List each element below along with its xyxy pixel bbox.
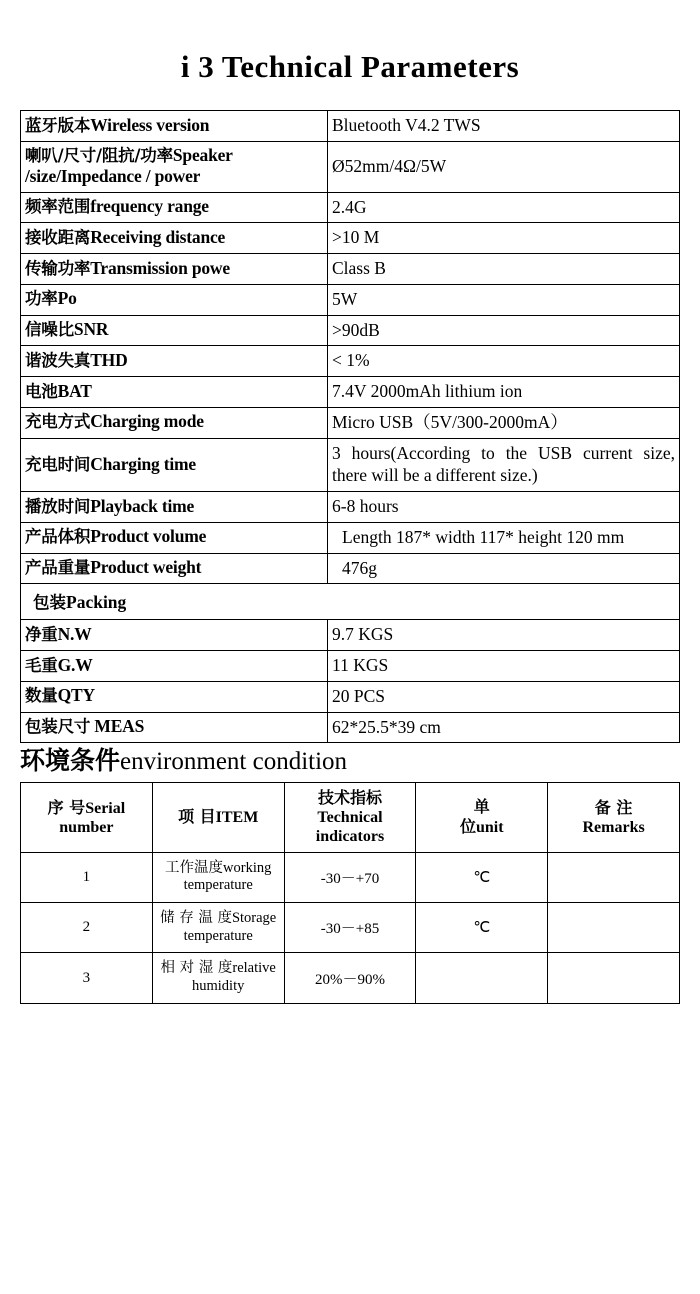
table-row-packing-header xyxy=(21,584,680,620)
table-row xyxy=(21,111,680,142)
cell-unit: ℃ xyxy=(416,902,548,952)
spec-key xyxy=(21,407,328,438)
spec-value: 20 PCS xyxy=(328,681,680,712)
spec-key-zh: 喇叭/尺寸/阻抗/功率 xyxy=(25,145,173,165)
spec-key-zh: 数量 xyxy=(25,686,58,706)
column-header-serial-en2: number xyxy=(59,818,114,836)
spec-key-zh: 电池 xyxy=(25,381,58,401)
spec-key-en: Wireless version xyxy=(90,114,210,135)
cell-unit xyxy=(416,953,548,1003)
column-header-indicators xyxy=(284,783,416,853)
spec-key xyxy=(21,223,328,254)
env-table-wrapper xyxy=(20,782,680,1004)
section-title-en: environment condition xyxy=(120,748,348,776)
spec-key-en2: /size/Impedance / power xyxy=(25,166,201,187)
spec-value: 11 KGS xyxy=(328,651,680,682)
packing-label-en: Packing xyxy=(66,592,127,613)
spec-key-zh: 产品体积 xyxy=(25,527,91,547)
spec-key xyxy=(21,141,328,192)
spec-value: 3 hours(According to the USB current size, there will be a different size.) xyxy=(328,438,680,492)
table-row xyxy=(21,192,680,223)
spec-key-zh: 充电方式 xyxy=(25,412,91,432)
spec-key-en: Product weight xyxy=(90,557,202,578)
column-header-serial-en: Serial xyxy=(85,799,126,817)
page-title: i 3 Technical Parameters xyxy=(180,49,520,84)
column-header-remarks-zh: 备 注 xyxy=(594,797,633,817)
spec-key xyxy=(21,192,328,223)
spec-key-en: G.W xyxy=(57,654,93,675)
spec-key xyxy=(21,111,328,142)
spec-key-zh: 蓝牙版本 xyxy=(25,115,91,135)
cell-remarks xyxy=(548,953,680,1003)
spec-key-zh: 充电时间 xyxy=(25,454,91,474)
spec-key-en: THD xyxy=(90,349,128,370)
spec-key-zh: 毛重 xyxy=(25,655,58,675)
spec-key-en: N.W xyxy=(57,623,92,644)
spec-key-zh: 净重 xyxy=(25,624,58,644)
spec-value: 2.4G xyxy=(328,192,680,223)
spec-key xyxy=(21,712,328,743)
spec-key xyxy=(21,492,328,523)
table-row xyxy=(21,254,680,285)
environment-table xyxy=(20,782,680,1004)
table-row xyxy=(21,681,680,712)
column-header-indicators-en: Technical xyxy=(317,809,383,827)
spec-value: Length 187* width 117* height 120 mm xyxy=(328,522,680,553)
spec-key xyxy=(21,522,328,553)
table-header-row xyxy=(21,783,680,853)
table-row xyxy=(21,522,680,553)
spec-key xyxy=(21,254,328,285)
cell-item-zh: 相 对 湿 度 xyxy=(160,960,233,977)
cell-serial: 1 xyxy=(21,852,153,902)
column-header-serial xyxy=(21,783,153,853)
spec-key-zh: 播放时间 xyxy=(25,496,91,516)
spec-key-en: Product volume xyxy=(90,526,207,547)
table-row xyxy=(21,284,680,315)
cell-item-en: working temperature xyxy=(183,859,272,894)
spec-key xyxy=(21,651,328,682)
spec-key-en: SNR xyxy=(73,319,109,340)
spec-key-zh: 接收距离 xyxy=(25,227,91,247)
table-row xyxy=(21,492,680,523)
spec-key-zh: 频率范围 xyxy=(25,197,91,217)
column-header-indicators-en2: indicators xyxy=(315,828,385,846)
spec-value: 9.7 KGS xyxy=(328,620,680,651)
spec-value: 6-8 hours xyxy=(328,492,680,523)
spec-key-en: Receiving distance xyxy=(90,226,226,247)
spec-value: 5W xyxy=(328,284,680,315)
spec-value: >90dB xyxy=(328,315,680,346)
packing-label-zh: 包装 xyxy=(33,593,66,613)
cell-item-zh: 工作温度 xyxy=(165,859,224,876)
spec-key-en: Transmission powe xyxy=(90,257,230,278)
cell-item-zh: 储 存 温 度 xyxy=(160,909,232,926)
spec-key-en: Playback time xyxy=(90,495,195,516)
spec-key-zh: 包装尺寸 xyxy=(25,717,91,737)
spec-key-zh: 功率 xyxy=(25,289,58,309)
table-row xyxy=(21,953,680,1003)
spec-key-zh: 信噪比 xyxy=(25,320,74,340)
table-row xyxy=(21,852,680,902)
cell-item-en: Storage temperature xyxy=(183,909,277,944)
spec-key xyxy=(21,553,328,584)
spec-value: 7.4V 2000mAh lithium ion xyxy=(328,377,680,408)
cell-item xyxy=(152,953,284,1003)
spec-value: Class B xyxy=(328,254,680,285)
cell-item-en: relative humidity xyxy=(192,960,276,995)
spec-key-en: frequency range xyxy=(90,196,209,217)
section-title xyxy=(20,747,680,777)
column-header-unit-zh: 单 xyxy=(473,797,490,817)
spec-key-en: Charging mode xyxy=(90,411,204,432)
section-title-zh: 环境条件 xyxy=(20,746,121,776)
cell-remarks xyxy=(548,852,680,902)
spec-key xyxy=(21,284,328,315)
table-row xyxy=(21,315,680,346)
table-row xyxy=(21,902,680,952)
spec-key-en: MEAS xyxy=(94,716,145,737)
spec-key-zh: 传输功率 xyxy=(25,258,91,278)
spec-key xyxy=(21,438,328,492)
spec-value: 62*25.5*39 cm xyxy=(328,712,680,743)
table-row xyxy=(21,141,680,192)
column-header-remarks-en: Remarks xyxy=(582,818,645,836)
spec-key-zh: 谐波失真 xyxy=(25,350,91,370)
column-header-serial-zh: 序 号 xyxy=(47,797,86,817)
spec-key-zh: 产品重量 xyxy=(25,558,91,578)
spec-key xyxy=(21,315,328,346)
cell-serial: 3 xyxy=(21,953,153,1003)
cell-remarks xyxy=(548,902,680,952)
spec-value: Ø52mm/4Ω/5W xyxy=(328,141,680,192)
column-header-remarks xyxy=(548,783,680,853)
cell-serial: 2 xyxy=(21,902,153,952)
spec-value: Micro USB（5V/300-2000mA） xyxy=(328,407,680,438)
spec-key-en: BAT xyxy=(57,380,92,401)
spec-value: < 1% xyxy=(328,346,680,377)
column-header-unit xyxy=(416,783,548,853)
specification-table xyxy=(20,110,680,743)
spec-table-wrapper xyxy=(20,110,680,743)
spec-value: Bluetooth V4.2 TWS xyxy=(328,111,680,142)
spec-value: >10 M xyxy=(328,223,680,254)
column-header-item-en: ITEM xyxy=(215,809,259,827)
column-header-unit-en: unit xyxy=(476,819,504,837)
cell-indicator: 20%－90% xyxy=(284,953,416,1003)
table-row xyxy=(21,651,680,682)
spec-key-en: Speaker xyxy=(172,144,233,165)
cell-unit: ℃ xyxy=(416,852,548,902)
cell-indicator: -30－+70 xyxy=(284,852,416,902)
column-header-item xyxy=(152,783,284,853)
cell-item xyxy=(152,852,284,902)
column-header-item-zh: 项 目 xyxy=(178,807,216,827)
spec-key xyxy=(21,620,328,651)
spec-key xyxy=(21,377,328,408)
spec-value: 476g xyxy=(328,553,680,584)
table-row xyxy=(21,553,680,584)
table-row xyxy=(21,223,680,254)
table-row xyxy=(21,712,680,743)
table-row xyxy=(21,620,680,651)
table-row xyxy=(21,377,680,408)
column-header-indicators-zh: 技术指标 xyxy=(317,788,382,808)
document-page xyxy=(0,50,700,1294)
cell-item xyxy=(152,902,284,952)
spec-key-en: QTY xyxy=(57,685,95,706)
table-row xyxy=(21,407,680,438)
cell-indicator: -30－+85 xyxy=(284,902,416,952)
spec-key xyxy=(21,681,328,712)
table-row xyxy=(21,346,680,377)
spec-key-en: Po xyxy=(57,288,77,309)
table-row xyxy=(21,438,680,492)
packing-label xyxy=(21,584,680,620)
spec-key-en: Charging time xyxy=(90,453,196,474)
spec-key xyxy=(21,346,328,377)
column-header-unit-zh2: 位 xyxy=(459,817,476,837)
